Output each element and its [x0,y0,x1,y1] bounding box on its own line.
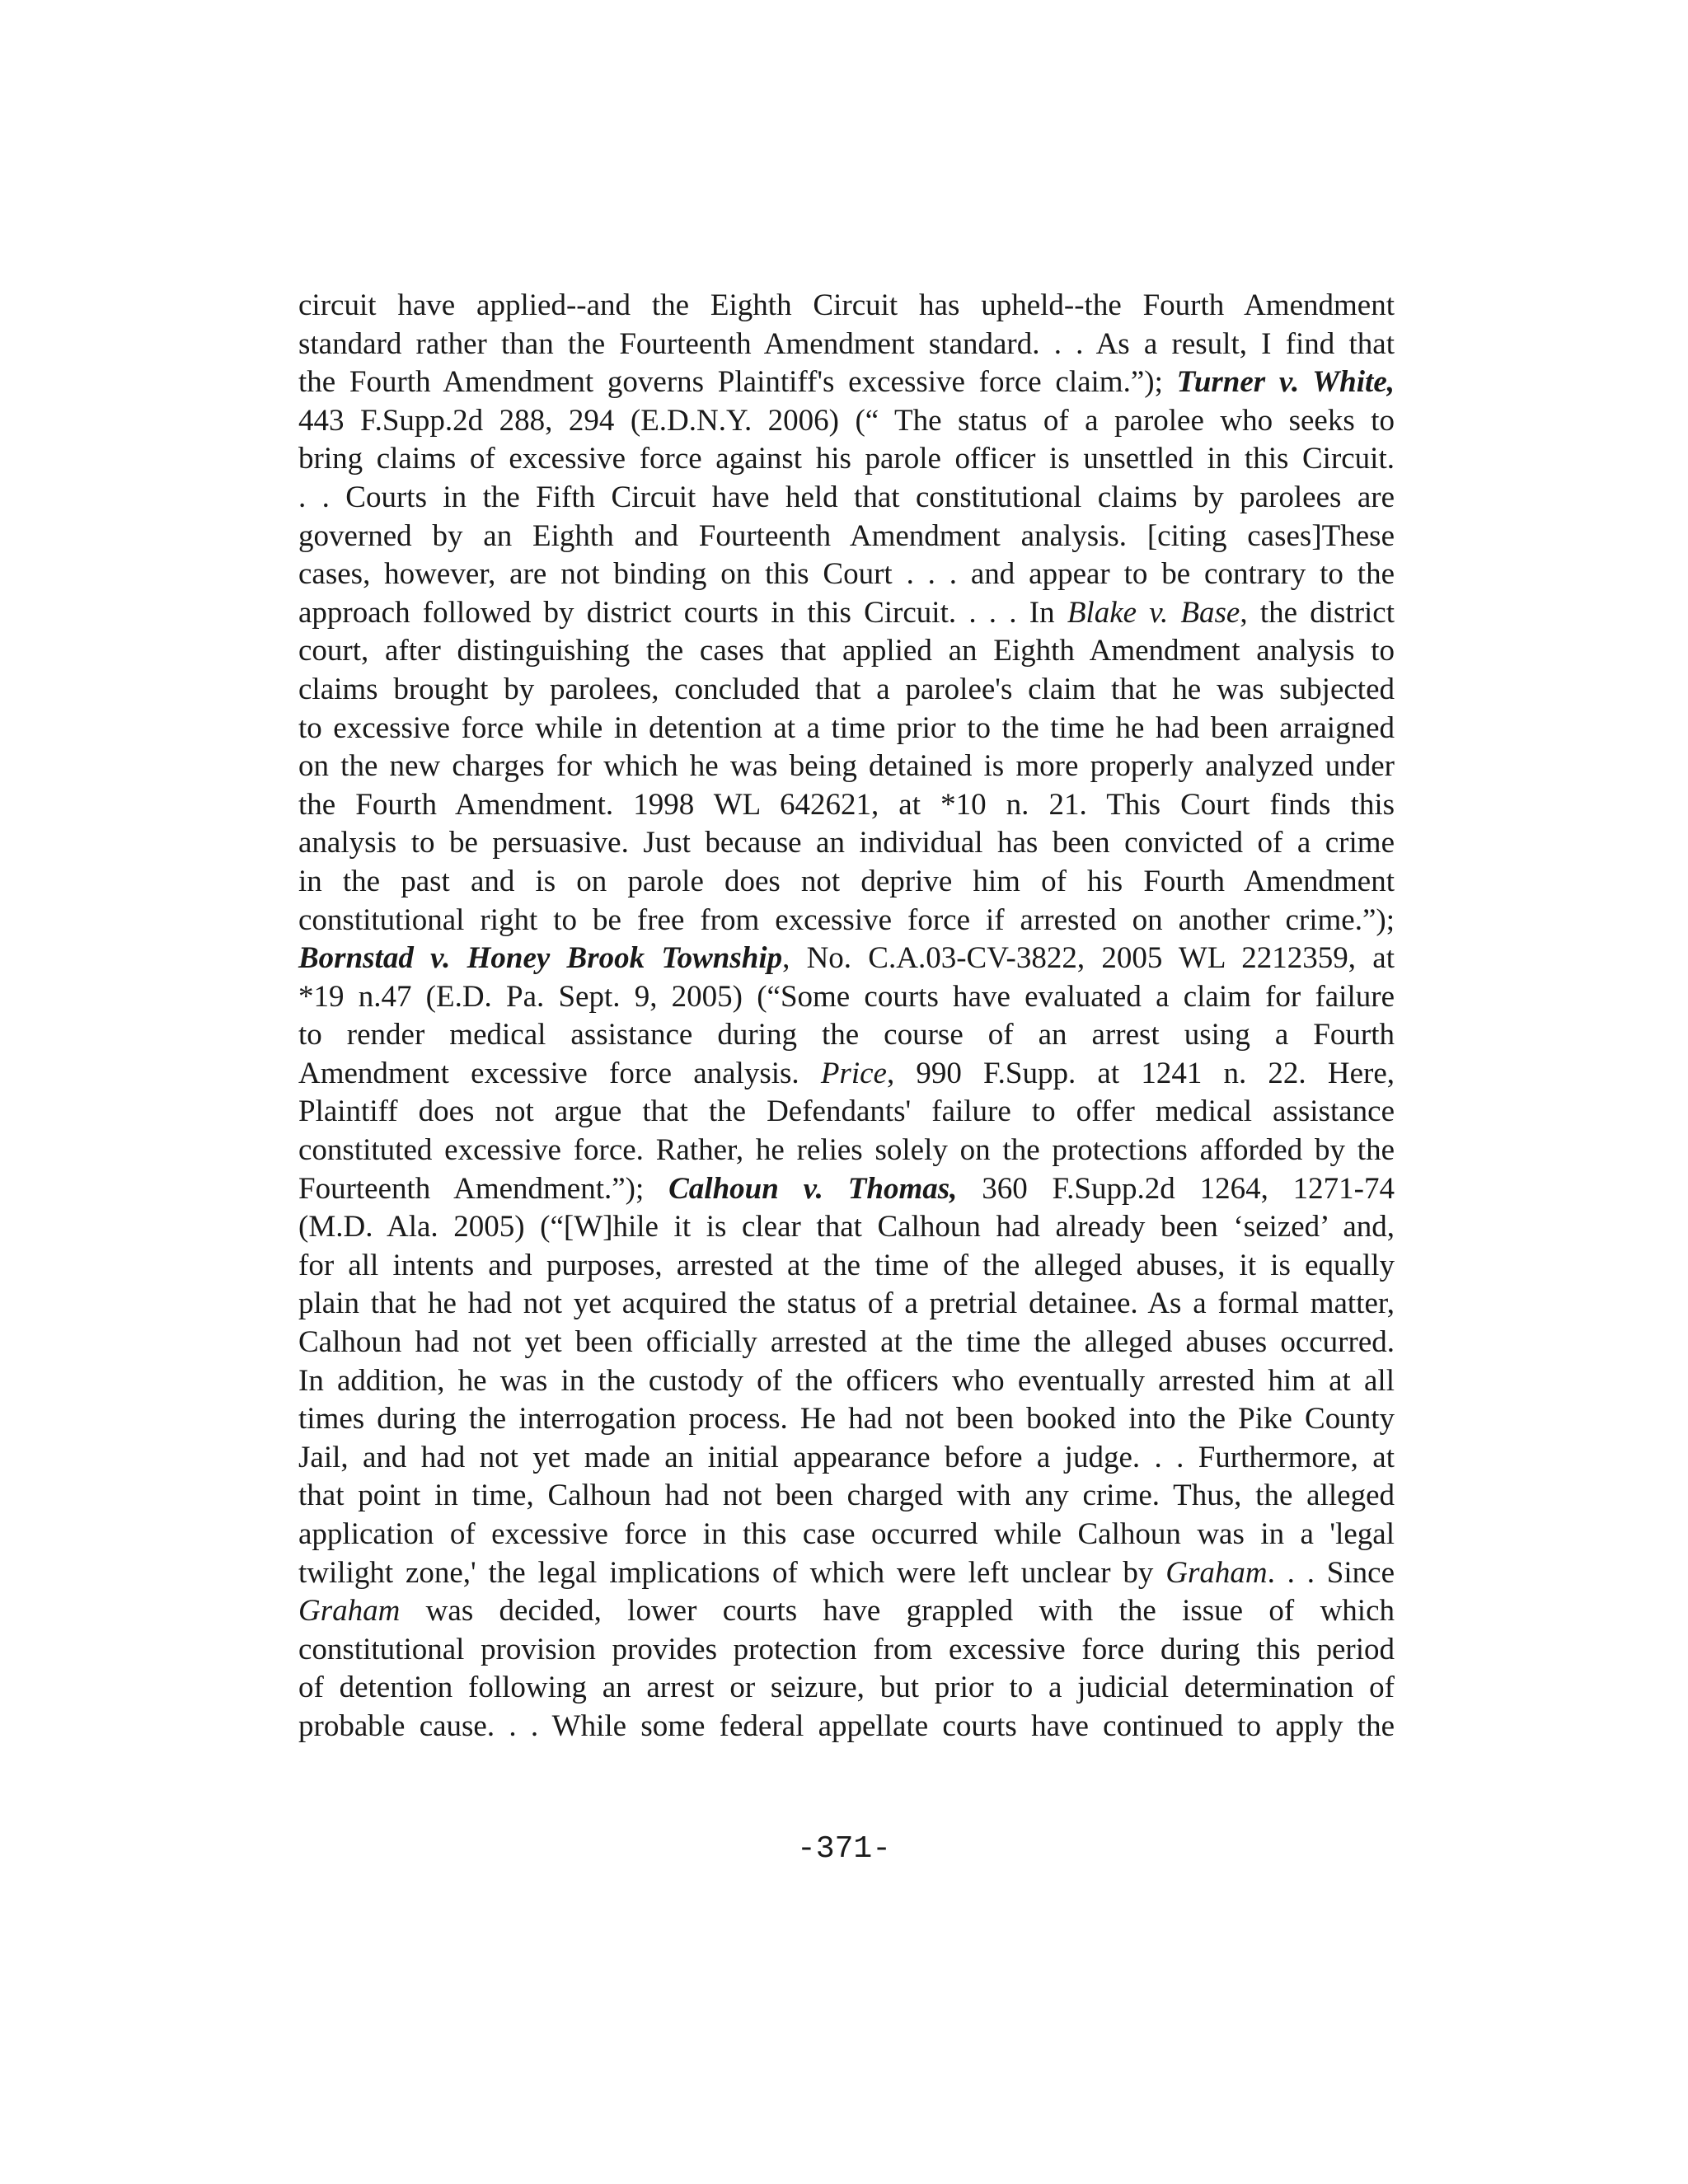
line-text: claims brought by parolees, concluded that a parolee's claim that he was subjected [298,672,1395,706]
text-line [298,402,1395,441]
line-text-post: , No. C.A.03-CV-3822, 2005 WL 2212359, at [782,941,1395,976]
line-text: plain that he had not yet acquired the status of a pretrial detainee. As a formal matter, [298,1286,1395,1321]
line-text-post: , the district [1240,595,1395,630]
text-line [298,594,1395,633]
line-text: to render medical assistance during the course of an arrest using a Fourth [298,1018,1395,1052]
text-line [298,555,1395,594]
line-text: that point in time, Calhoun had not been charged with any crime. Thus, the alleged [298,1479,1395,1513]
text-line [298,1016,1395,1055]
line-text-post: was decided, lower courts have grappled with the issue of which [400,1594,1395,1629]
text-line [298,326,1395,364]
line-text: analysis to be persuasive. Just because an individual has been convicted of a crime [298,826,1395,860]
text-line [298,710,1395,748]
line-text: bring claims of excessive force against his parole officer is unsettled in this Circuit. [298,442,1395,476]
line-text: to excessive force while in detention at a time prior to the time he had been arraigned [298,710,1395,745]
line-text: . . Courts in the Fifth Circuit have held that constitutional claims by parolees are [298,480,1395,514]
line-text: Plaintiff does not argue that the Defendants' failure to offer medical assistance [298,1094,1395,1129]
text-line [298,902,1395,940]
text-line [298,1516,1395,1554]
line-text-pre: Amendment excessive force analysis. [298,1056,821,1090]
text-line [298,1208,1395,1247]
line-text-pre: approach followed by district courts in this Circuit. . . . In [298,595,1067,630]
text-line [298,671,1395,710]
text-line [298,1285,1395,1324]
line-text-pre: Fourteenth Amendment.”); [298,1171,669,1206]
line-text: constitutional provision provides protection from excessive force during this period [298,1632,1395,1666]
line-text-post: , 990 F.Supp. at 1241 n. 22. Here, [886,1056,1395,1090]
line-text: the Fourth Amendment. 1998 WL 642621, at *10 n. 21. This Court finds this [298,787,1395,822]
text-line [298,748,1395,786]
line-text: constitutional right to be free from excessive force if arrested on another crime.”); [298,902,1395,937]
line-text: in the past and is on parole does not deprive him of his Fourth Amendment [298,864,1395,898]
text-line [298,1362,1395,1401]
line-text: times during the interrogation process. He had not been booked into the Pike County [298,1402,1395,1436]
line-text: Calhoun had not yet been officially arrested at the time the alleged abuses occurred. [298,1325,1395,1360]
text-line [298,1324,1395,1362]
line-text: standard rather than the Fourteenth Amendment standard. . . As a result, I find that [298,326,1395,361]
text-line [298,978,1395,1017]
text-line [298,1055,1395,1094]
text-line [298,1170,1395,1209]
text-line [298,1093,1395,1132]
text-line [298,440,1395,479]
line-text: governed by an Eighth and Fourteenth Amendment analysis. [citing cases]These [298,518,1395,553]
line-text: probable cause. . . While some federal appellate courts have continued to apply the [298,1708,1395,1743]
text-line [298,1439,1395,1478]
text-line [298,1132,1395,1170]
body-text [298,287,1395,1746]
text-line [298,863,1395,902]
text-line [298,479,1395,518]
line-text: for all intents and purposes, arrested at the time of the alleged abuses, it is equally [298,1248,1395,1282]
case-short-name: Price [820,1056,887,1090]
text-line [298,1477,1395,1516]
line-text: application of excessive force in this case occurred while Calhoun was in a 'legal [298,1517,1395,1551]
line-text-post: 360 F.Supp.2d 1264, 1271-74 [957,1171,1395,1206]
line-text: constituted excessive force. Rather, he relies solely on the protections afforded by the [298,1133,1395,1168]
text-line [298,518,1395,556]
line-text-pre: twilight zone,' the legal implications of which were left unclear by [298,1555,1166,1590]
case-short-name: Graham [1165,1555,1268,1590]
line-text-pre: the Fourth Amendment governs Plaintiff's excessive force claim.”); [298,365,1177,400]
page-number: -371- [796,1831,892,1867]
text-line [298,940,1395,978]
text-line [298,1631,1395,1670]
line-text-post: . . . Since [1267,1555,1395,1590]
case-citation: Calhoun v. Thomas, [668,1171,958,1206]
line-text: In addition, he was in the custody of the officers who eventually arrested him at all [298,1363,1395,1398]
case-short-name: Graham [298,1594,401,1629]
line-text: (M.D. Ala. 2005) (“[W]hile it is clear that Calhoun had already been ‘seized’ and, [298,1210,1395,1244]
case-short-name: Blake v. Base [1067,595,1240,630]
text-line [298,1247,1395,1286]
line-text: 443 F.Supp.2d 288, 294 (E.D.N.Y. 2006) (“ The status of a parolee who seeks to [298,403,1395,438]
text-line [298,363,1395,402]
line-text: court, after distinguishing the cases that applied an Eighth Amendment analysis to [298,634,1395,668]
line-text: circuit have applied--and the Eighth Circuit has upheld--the Fourth Amendment [298,288,1395,322]
text-line [298,1400,1395,1439]
line-text: on the new charges for which he was being detained is more properly analyzed under [298,749,1395,784]
text-line [298,824,1395,863]
case-citation: Bornstad v. Honey Brook Township [298,941,783,976]
text-line [298,1554,1395,1593]
text-line [298,1669,1395,1708]
text-line [298,1592,1395,1631]
text-line [298,632,1395,671]
text-line [298,786,1395,825]
line-text: of detention following an arrest or seizure, but prior to a judicial determination of [298,1671,1395,1705]
text-line [298,1708,1395,1746]
case-citation: Turner v. White, [1176,365,1395,400]
line-text: Jail, and had not yet made an initial appearance before a judge. . . Furthermore, at [298,1440,1395,1474]
text-line [298,287,1395,326]
line-text: cases, however, are not binding on this Court . . . and appear to be contrary to the [298,557,1395,592]
line-text: *19 n.47 (E.D. Pa. Sept. 9, 2005) (“Some courts have evaluated a claim for failure [298,979,1395,1014]
